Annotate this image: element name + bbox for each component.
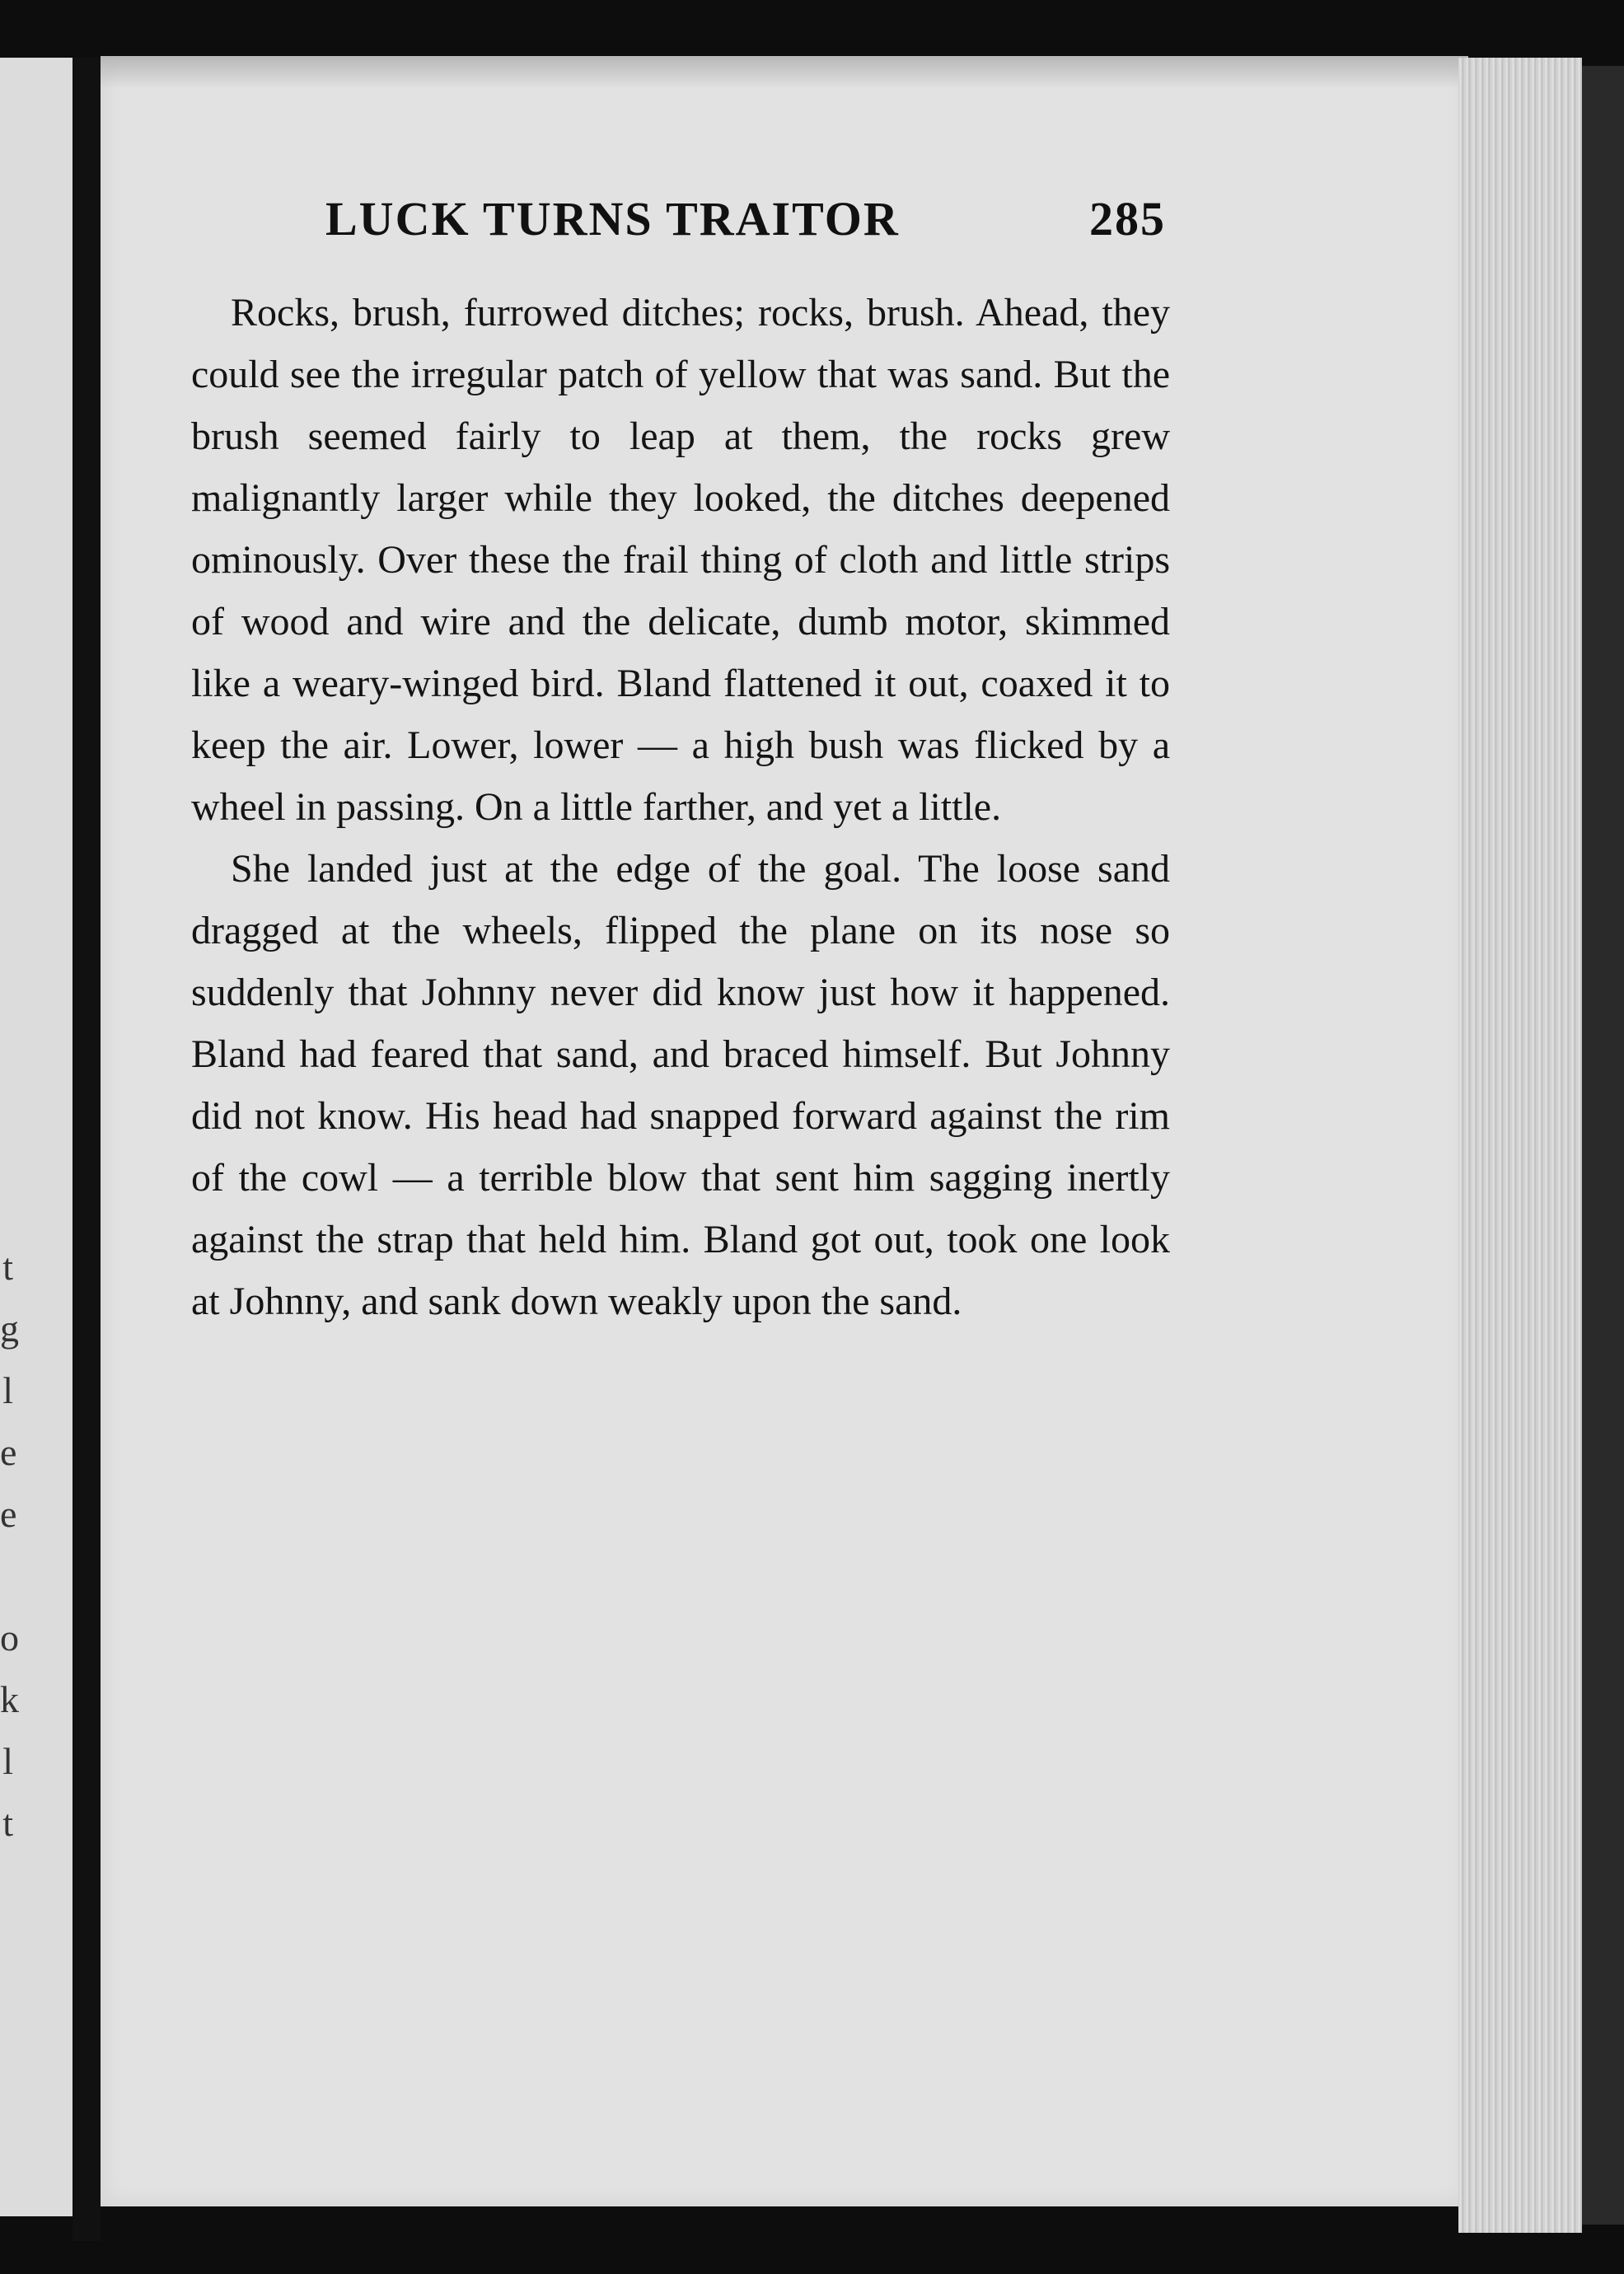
paragraph: Rocks, brush, furrowed ditches; rocks, brush. Ahead, they could see the irregular patch of yellow that was sand. But the brush seemed fairly to leap at them, the rocks grew malignantly larger while they looked, the ditches deepened ominously. Over these the frail thing of cloth and little strips of wood and wire and the delicate, dumb motor, skimmed like a weary-winged bird. Bland flattened it out, coaxed it to keep the air. Lower, lower — a high bush was flicked by a wheel in passing. On a little farther, and yet a little.: [191, 291, 1170, 829]
fragment: e: [0, 1431, 17, 1473]
fragment: t: [2, 1802, 13, 1844]
chapter-title: LUCK TURNS TRAITOR: [325, 192, 900, 246]
fragment: t: [2, 1246, 13, 1288]
paragraph: She landed just at the edge of the goal. The loose sand dragged at the wheels, flipped the plane on its nose so suddenly that Johnny never did know just how it happened. Bland had feared that sand, and braced himself. But Johnny did not know. His head had snapped forward against the rim of the cowl — a terrible blow that sent him sagging inertly against the strap that held him. Bland got out, took one look at Johnny, and sank down weakly upon the sand.: [191, 847, 1170, 1323]
previous-page-edge: [0, 58, 73, 2216]
page-stack-edge: [1458, 58, 1582, 2233]
fragment: l: [2, 1740, 13, 1782]
body-text: [191, 282, 1170, 1332]
page-top-shadow: [101, 56, 1468, 89]
gutter-shadow: [73, 58, 101, 2241]
spacer: [0, 1545, 33, 1607]
running-head: [325, 191, 1166, 257]
previous-page-text-fragments: [0, 1236, 33, 1854]
fragment: k: [0, 1678, 19, 1720]
fragment: e: [0, 1493, 17, 1535]
fragment: l: [2, 1369, 13, 1411]
fragment: o: [0, 1617, 19, 1659]
scan-border: [1582, 66, 1624, 2225]
page-number: 285: [1089, 192, 1166, 246]
fragment: g: [0, 1308, 19, 1350]
